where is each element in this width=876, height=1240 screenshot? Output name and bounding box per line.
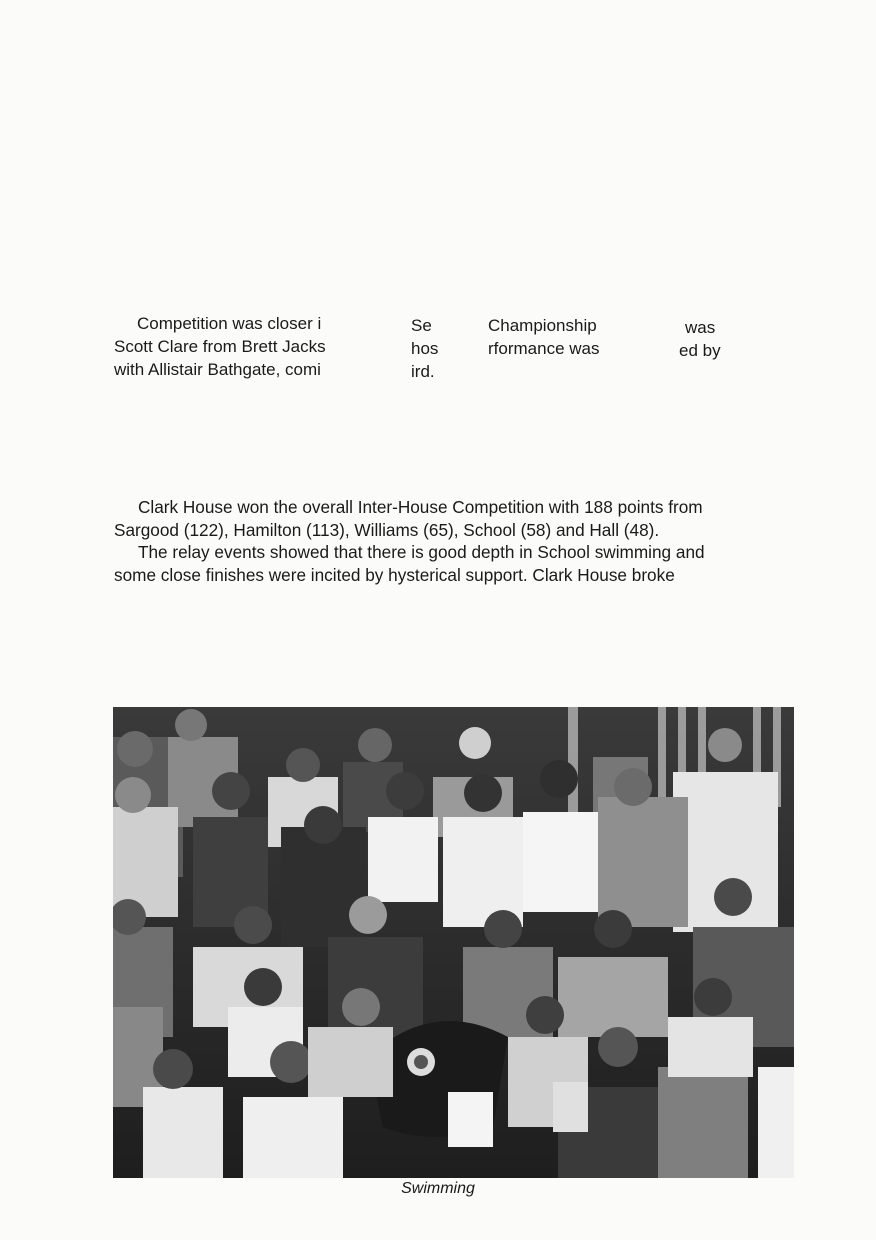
fragment-line: Scott Clare from Brett Jacks bbox=[114, 337, 326, 356]
fragment-line: rformance was bbox=[488, 339, 600, 358]
text-fragment-col3 bbox=[488, 314, 599, 360]
results-paragraph bbox=[114, 496, 796, 586]
fragment-line: Championship bbox=[488, 316, 597, 335]
text-fragment-col1 bbox=[114, 312, 326, 381]
fragment-line: hos bbox=[411, 339, 439, 358]
fragment-line: ed by bbox=[679, 341, 721, 360]
fragment-line: ird. bbox=[411, 362, 435, 381]
text-fragment-col4 bbox=[679, 316, 721, 362]
crowd-photo-graphic bbox=[113, 707, 794, 1178]
crowd-photo bbox=[113, 707, 794, 1178]
fragment-line: Se bbox=[411, 316, 432, 335]
paragraph-line: Sargood (122), Hamilton (113), Williams (65), School (58) and Hall (48). bbox=[114, 519, 660, 540]
paragraph-line: some close finishes were incited by hysterical support. Clark House broke bbox=[114, 564, 675, 585]
fragment-line: Competition was closer i bbox=[137, 314, 322, 333]
fragment-line: with Allistair Bathgate, comi bbox=[114, 360, 321, 379]
photo-caption: Swimming bbox=[401, 1180, 475, 1197]
fragment-line: was bbox=[685, 318, 716, 337]
text-fragment-col2 bbox=[411, 314, 438, 383]
paragraph-line: Clark House won the overall Inter-House Competition with 188 points from bbox=[138, 497, 703, 517]
paragraph-line: The relay events showed that there is good depth in School swimming and bbox=[138, 542, 705, 562]
